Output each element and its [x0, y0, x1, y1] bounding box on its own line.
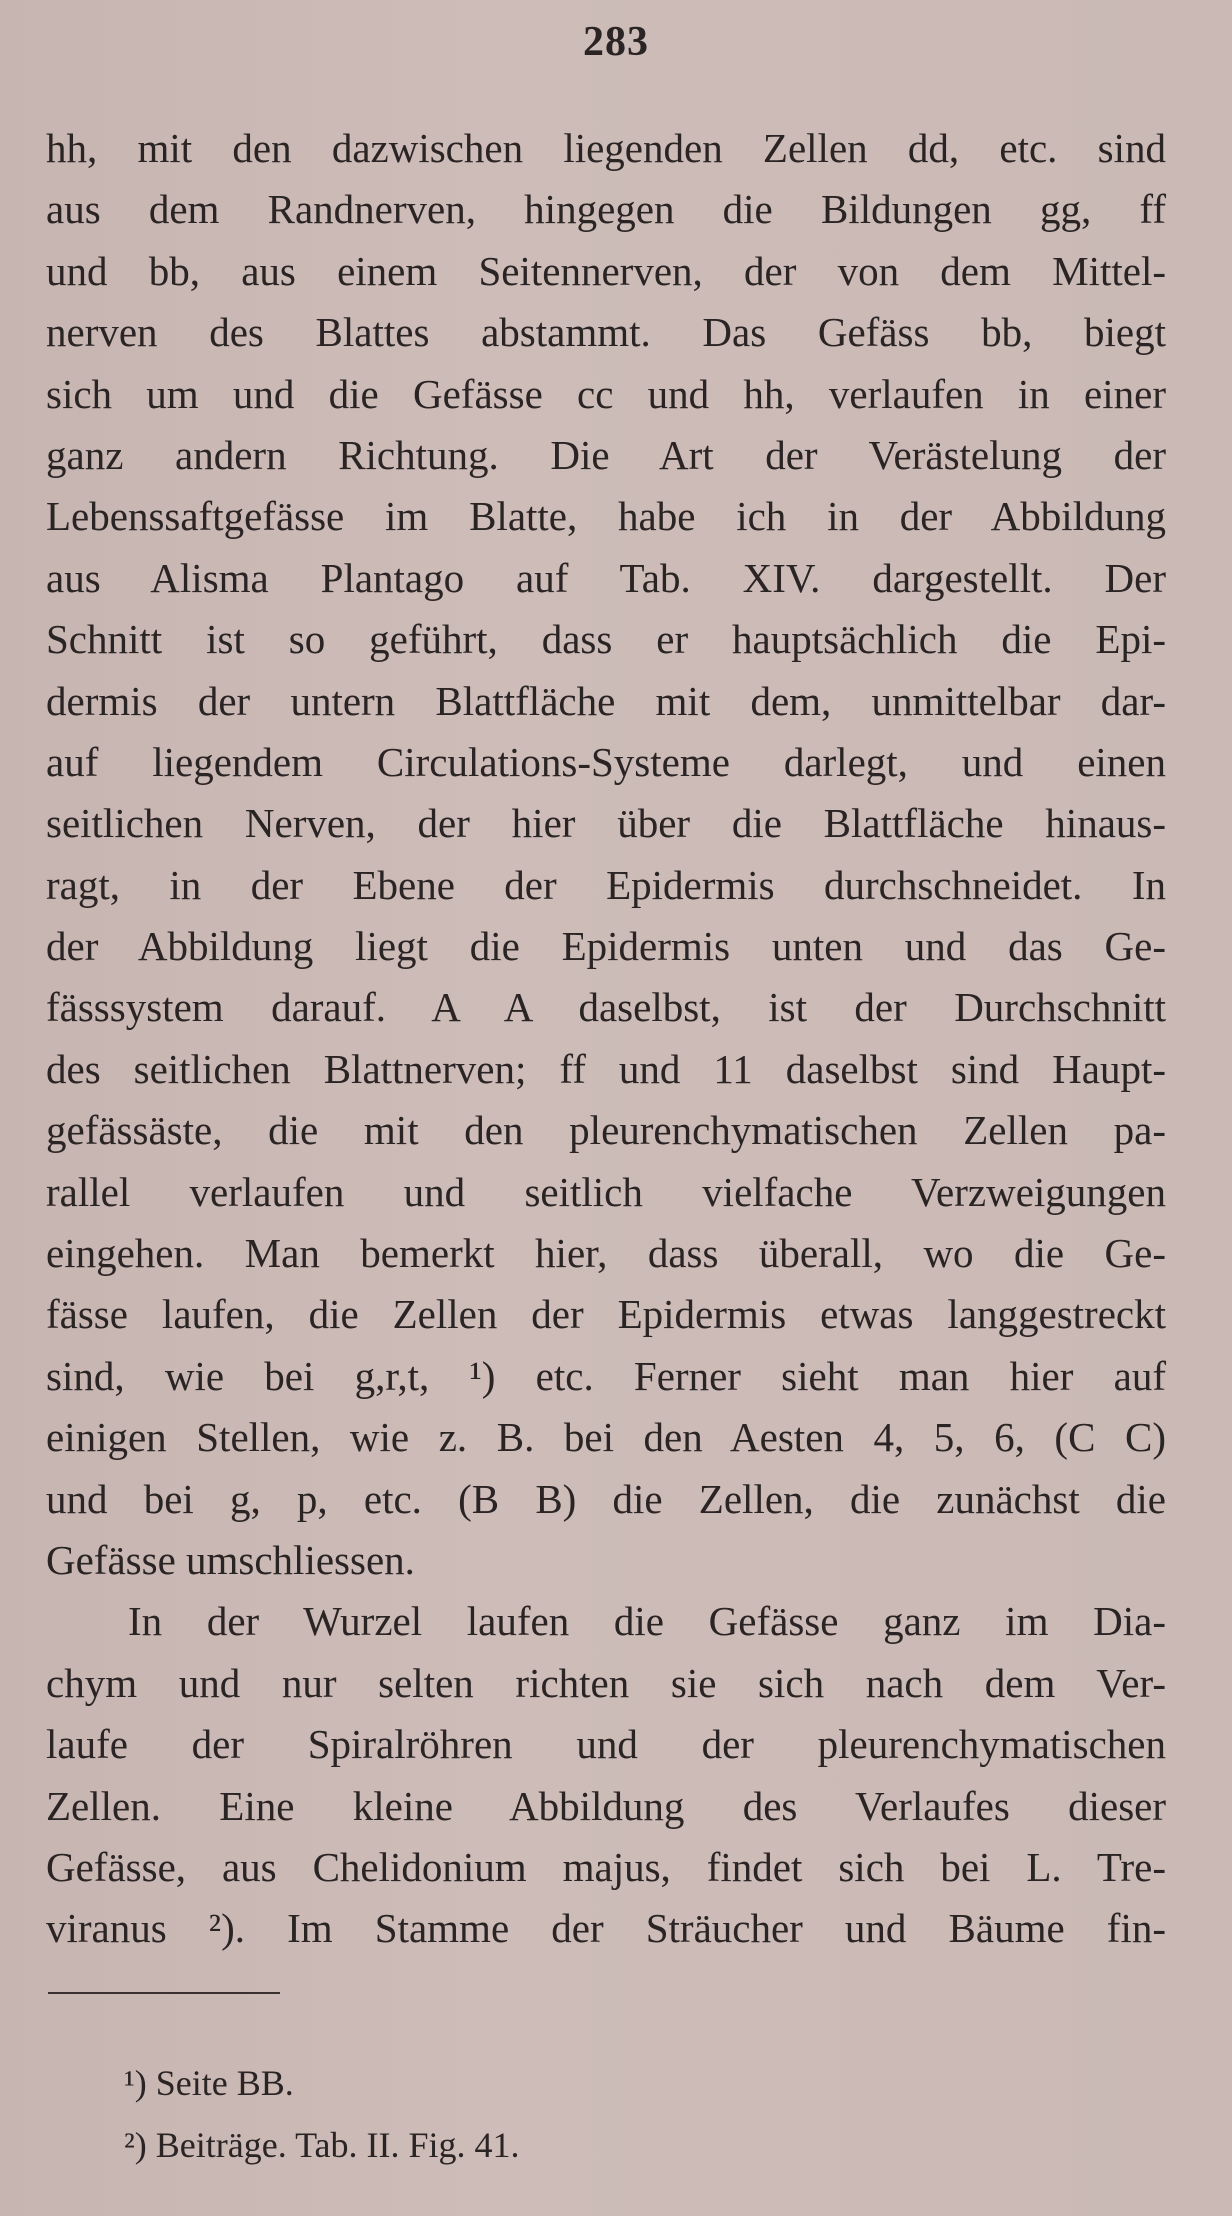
text-line: seitlichen Nerven, der hier über die Blattfläche hinaus-: [46, 800, 1166, 847]
text-line: einigen Stellen, wie z. B. bei den Aesten 4, 5, 6, (C C): [46, 1414, 1166, 1461]
text-line: sich um und die Gefässe cc und hh, verlaufen in einer: [46, 370, 1166, 417]
footnotes: [124, 2052, 520, 2176]
text-line: chym und nur selten richten sie sich nach dem Ver-: [46, 1659, 1166, 1706]
text-line: ragt, in der Ebene der Epidermis durchschneidet. In: [46, 861, 1166, 908]
text-line: Gefässe umschliessen.: [46, 1536, 415, 1583]
text-line: und bb, aus einem Seitennerven, der von dem Mittel-: [46, 247, 1166, 294]
page-number: 283: [583, 19, 649, 65]
text-line: nerven des Blattes abstammt. Das Gefäss bb, biegt: [46, 309, 1166, 356]
text-line: gefässäste, die mit den pleurenchymatischen Zellen pa-: [46, 1107, 1166, 1154]
text-line: aus dem Randnerven, hingegen die Bildungen gg, ff: [46, 186, 1166, 233]
footnote-2: ²) Beiträge. Tab. II. Fig. 41.: [124, 2125, 520, 2165]
body-text: [46, 118, 1166, 1960]
text-line: auf liegendem Circulations-Systeme darlegt, und einen: [46, 738, 1166, 785]
text-line: rallel verlaufen und seitlich vielfache Verzweigungen: [46, 1168, 1166, 1215]
text-line: dermis der untern Blattfläche mit dem, unmittelbar dar-: [46, 677, 1166, 724]
text-line: In der Wurzel laufen die Gefässe ganz im Dia-: [128, 1598, 1166, 1645]
footnote-1: ¹) Seite BB.: [124, 2063, 294, 2103]
text-line: sind, wie bei g,r,t, ¹) etc. Ferner sieht man hier auf: [46, 1352, 1166, 1399]
text-line: der Abbildung liegt die Epidermis unten und das Ge-: [46, 923, 1166, 970]
text-line: Schnitt ist so geführt, dass er hauptsächlich die Epi-: [46, 616, 1166, 663]
footnote-separator: [48, 1992, 280, 1994]
text-line: Lebenssaftgefässe im Blatte, habe ich in der Abbildung: [46, 493, 1166, 540]
text-line: hh, mit den dazwischen liegenden Zellen dd, etc. sind: [46, 125, 1166, 171]
text-line: laufe der Spiralröhren und der pleurenchymatischen: [46, 1721, 1166, 1768]
text-line: Zellen. Eine kleine Abbildung des Verlaufes dieser: [46, 1782, 1166, 1829]
paragraph-2: [46, 1591, 1166, 1959]
text-line: fässe laufen, die Zellen der Epidermis etwas langgestreckt: [46, 1291, 1166, 1338]
text-line: und bei g, p, etc. (B B) die Zellen, die zunächst die: [46, 1475, 1166, 1522]
text-line: ganz andern Richtung. Die Art der Verästelung der: [46, 431, 1166, 478]
text-line: aus Alisma Plantago auf Tab. XIV. dargestellt. Der: [46, 554, 1166, 601]
paragraph-1: [46, 118, 1166, 1591]
text-line: des seitlichen Blattnerven; ff und 11 daselbst sind Haupt-: [46, 1045, 1166, 1092]
text-line: fässsystem darauf. A A daselbst, ist der Durchschnitt: [46, 984, 1166, 1031]
text-line: viranus ²). Im Stamme der Sträucher und Bäume fin-: [46, 1905, 1166, 1952]
text-line: eingehen. Man bemerkt hier, dass überall, wo die Ge-: [46, 1230, 1166, 1277]
text-line: Gefässe, aus Chelidonium majus, findet sich bei L. Tre-: [46, 1843, 1166, 1890]
